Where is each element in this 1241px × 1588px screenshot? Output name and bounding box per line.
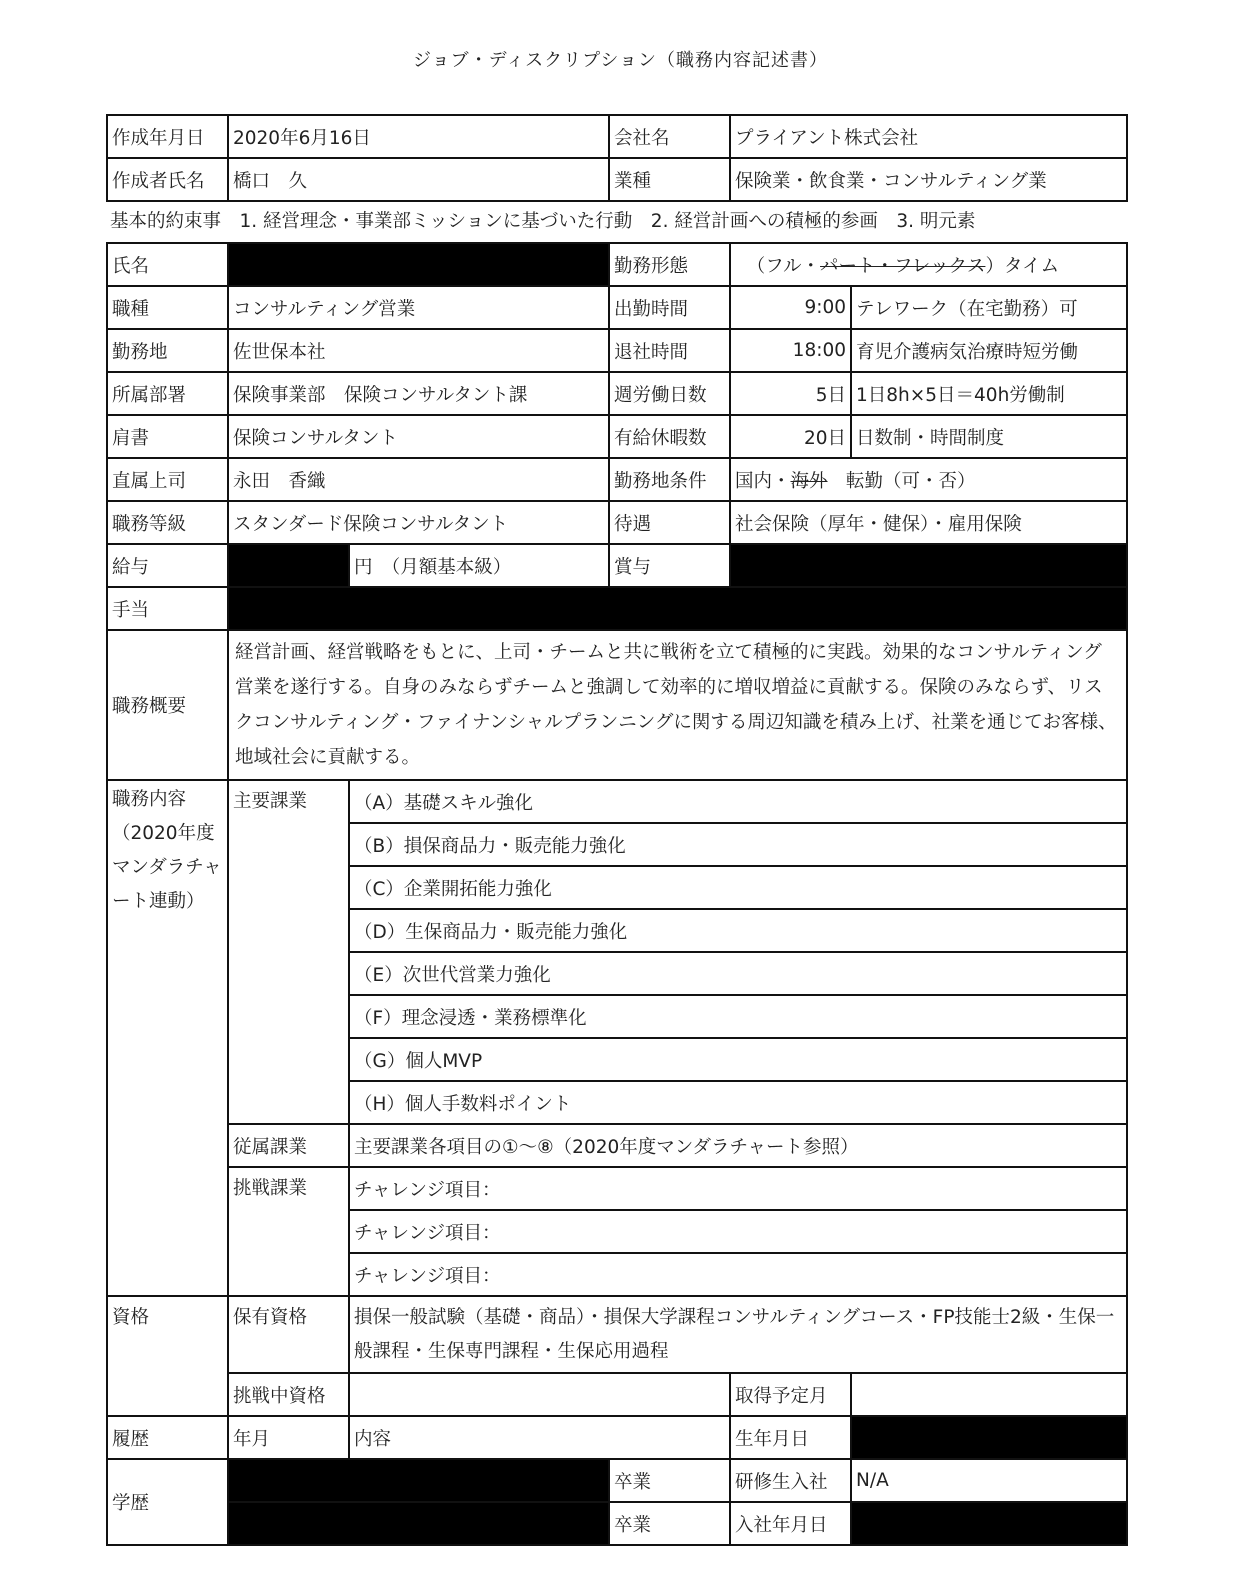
allowance-redacted	[228, 587, 1127, 630]
held-qualifications-text: 損保一般試験（基礎・商品）・損保大学課程コンサルティングコース・FP技能士2級・生保一般課程・生保専門課程・生保応用過程	[349, 1296, 1127, 1373]
work-style-label: 勤務形態	[609, 243, 730, 286]
challenge-item: チャレンジ項目：	[349, 1210, 1127, 1253]
job-type-label: 職種	[107, 286, 228, 329]
main-duty-item: （B）損保商品力・販売能力強化	[349, 823, 1127, 866]
main-duty-item: （A）基礎スキル強化	[349, 780, 1127, 823]
duties-label: 職務内容（2020年度マンダラチャート連動）	[107, 780, 228, 1296]
transfer-relocation: 転勤（可・否）	[827, 470, 976, 492]
bonus-redacted	[730, 544, 1127, 587]
author-value: 橋口 久	[228, 158, 609, 201]
history-content-label: 内容	[349, 1416, 730, 1459]
transfer-overseas-struck: 海外	[790, 470, 828, 492]
start-time-value: 9:00	[730, 286, 851, 329]
main-duty-item: （C）企業開拓能力強化	[349, 866, 1127, 909]
grade-value: スタンダード保険コンサルタント	[228, 501, 609, 544]
treatment-value: 社会保険（厚年・健保）・雇用保険	[730, 501, 1127, 544]
created-date-label: 作成年月日	[107, 115, 228, 158]
page-title: ジョブ・ディスクリプション（職務内容記述書）	[412, 50, 829, 71]
created-date-value: 2020年6月16日	[228, 115, 609, 158]
bonus-label: 賞与	[609, 544, 730, 587]
job-description-table	[106, 242, 1128, 1546]
challenge-item: チャレンジ項目：	[349, 1253, 1127, 1296]
sub-duties-label: 従属課業	[228, 1124, 349, 1167]
sub-duties-text: 主要課業各項目の①～⑧（2020年度マンダラチャート参照）	[349, 1124, 1127, 1167]
education-redacted-2	[228, 1502, 609, 1545]
summary-text: 経営計画、経営戦略をもとに、上司・チームと共に戦術を立て積極的に実践。効果的なコンサルティング営業を遂行する。自身のみならずチームと強調して効率的に増収増益に貢献する。保険のみならず、リスクコンサルティング・ファイナンシャルプランニングに関する周辺知識を積み上げ、社業を通じてお客様、地域社会に貢献する。	[228, 630, 1127, 780]
workdays-label: 週労働日数	[609, 372, 730, 415]
trainee-join-label: 研修生入社	[730, 1459, 851, 1502]
grade-label: 職務等級	[107, 501, 228, 544]
qualifications-label: 資格	[107, 1296, 228, 1416]
allowance-label: 手当	[107, 587, 228, 630]
job-type-value: コンサルティング営業	[228, 286, 609, 329]
work-style-close: ）タイム	[985, 255, 1060, 277]
telework-note: テレワーク（在宅勤務）可	[851, 286, 1127, 329]
main-duty-item: （G）個人MVP	[349, 1038, 1127, 1081]
work-style-struck: パート・フレックス	[820, 255, 986, 277]
workdays-value: 5日	[730, 372, 851, 415]
department-label: 所属部署	[107, 372, 228, 415]
main-duty-item: （F）理念浸透・業務標準化	[349, 995, 1127, 1038]
pursuing-qualifications-value	[349, 1373, 730, 1416]
history-label: 履歴	[107, 1416, 228, 1459]
education-redacted-1	[228, 1459, 609, 1502]
graduation-label-2: 卒業	[609, 1502, 730, 1545]
company-label: 会社名	[609, 115, 730, 158]
join-date-redacted	[851, 1502, 1127, 1545]
salary-label: 給与	[107, 544, 228, 587]
expected-month-value	[851, 1373, 1127, 1416]
transfer-label: 勤務地条件	[609, 458, 730, 501]
summary-label: 職務概要	[107, 630, 228, 780]
name-label: 氏名	[107, 243, 228, 286]
header-table	[106, 114, 1128, 202]
expected-month-label: 取得予定月	[730, 1373, 851, 1416]
main-duties-label: 主要課業	[228, 780, 349, 1124]
treatment-label: 待遇	[609, 501, 730, 544]
join-date-label: 入社年月日	[730, 1502, 851, 1545]
end-time-value: 18:00	[730, 329, 851, 372]
challenge-duties-label: 挑戦課業	[228, 1167, 349, 1296]
workdays-note: 1日8h×5日＝40h労働制	[851, 372, 1127, 415]
held-qualifications-label: 保有資格	[228, 1296, 349, 1373]
birthdate-redacted	[851, 1416, 1127, 1459]
job-title-label: 肩書	[107, 415, 228, 458]
leave-note: 日数制・時間制度	[851, 415, 1127, 458]
trainee-join-value: N/A	[851, 1459, 1127, 1502]
transfer-domestic: 国内・	[735, 470, 791, 492]
salary-redacted	[228, 544, 349, 587]
department-value: 保険事業部 保険コンサルタント課	[228, 372, 609, 415]
main-duty-item: （D）生保商品力・販売能力強化	[349, 909, 1127, 952]
end-time-label: 退社時間	[609, 329, 730, 372]
work-style-open: （フル・	[746, 255, 821, 277]
author-label: 作成者氏名	[107, 158, 228, 201]
boss-value: 永田 香織	[228, 458, 609, 501]
leave-label: 有給休暇数	[609, 415, 730, 458]
leave-value: 20日	[730, 415, 851, 458]
history-yearmonth-label: 年月	[228, 1416, 349, 1459]
main-duty-item: （H）個人手数料ポイント	[349, 1081, 1127, 1124]
name-redacted	[228, 243, 609, 286]
location-label: 勤務地	[107, 329, 228, 372]
birthdate-label: 生年月日	[730, 1416, 851, 1459]
salary-unit: 円 （月額基本級）	[349, 544, 609, 587]
graduation-label-1: 卒業	[609, 1459, 730, 1502]
education-label: 学歴	[107, 1459, 228, 1545]
location-value: 佐世保本社	[228, 329, 609, 372]
transfer-value	[730, 458, 1127, 501]
start-time-label: 出勤時間	[609, 286, 730, 329]
industry-label: 業種	[609, 158, 730, 201]
pursuing-qualifications-label: 挑戦中資格	[228, 1373, 349, 1416]
challenge-item: チャレンジ項目：	[349, 1167, 1127, 1210]
boss-label: 直属上司	[107, 458, 228, 501]
short-time-note: 育児介護病気治療時短労働	[851, 329, 1127, 372]
industry-value: 保険業・飲食業・コンサルティング業	[730, 158, 1127, 201]
main-duty-item: （E）次世代営業力強化	[349, 952, 1127, 995]
job-title-value: 保険コンサルタント	[228, 415, 609, 458]
work-style-value	[730, 243, 1127, 286]
basic-commitments: 基本的約束事 1. 経営理念・事業部ミッションに基づいた行動 2. 経営計画への積極的参画 3. 明元素	[110, 211, 976, 232]
company-value: プライアント株式会社	[730, 115, 1127, 158]
